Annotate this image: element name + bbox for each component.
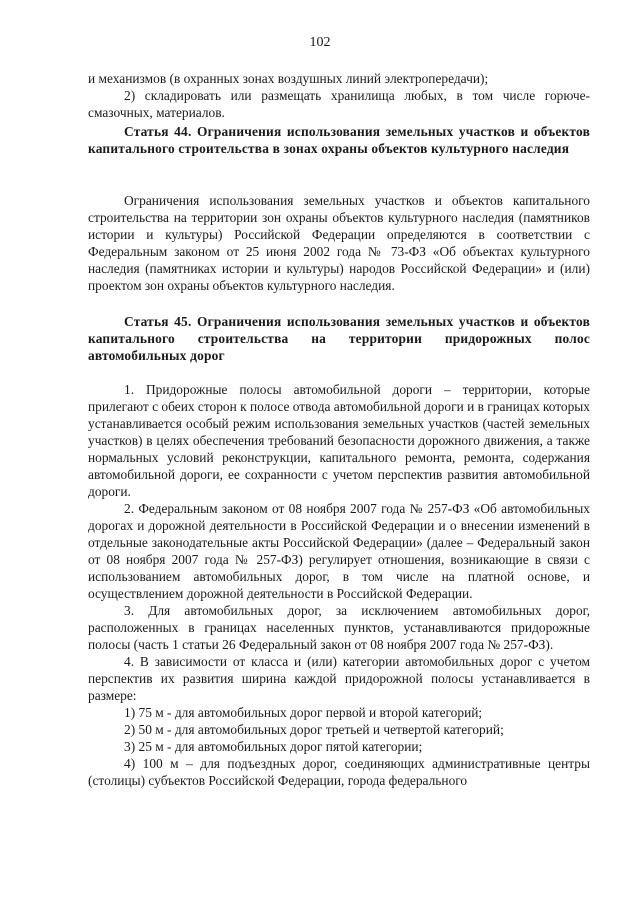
- article-45-paragraph-4: 4. В зависимости от класса и (или) категории автомобильных дорог с учетом перспектив их развития ширина каждой придорожной полосы устанавливается в размере:: [88, 654, 590, 703]
- list-item: 2) 50 м - для автомобильных дорог третьей и четвертой категорий;: [124, 722, 504, 737]
- article-45-paragraph-2: 2. Федеральным законом от 08 ноября 2007 года № 257-ФЗ «Об автомобильных дорогах и дорожной деятельности в Российской Федерации и о внесении изменений в отдельные законодательные акты Российской Федерации» (далее – Федеральный закон от 08 ноября 2007 года № 257-ФЗ) регулирует отношения, возникающие в связи с использованием автомобильных дорог, в том числе на платной основе, и осуществлением дорожной деятельности в Российской Федерации.: [88, 501, 590, 601]
- page-number: 102: [309, 35, 331, 50]
- intro-block: [88, 70, 590, 121]
- list-item: 3) 25 м - для автомобильных дорог пятой категории;: [124, 739, 423, 754]
- list-item: 1) 75 м - для автомобильных дорог первой и второй категорий;: [124, 705, 483, 720]
- article-45-paragraph-1: 1. Придорожные полосы автомобильной дороги – территории, которые прилегают с обеих сторон к полосе отвода автомобильной дороги и в границах которых устанавливается особый режим использования земельных участков (частей земельных участков) в целях обеспечения требований безопасности дорожного движения, а также нормальных условий реконструкции, капитального ремонта, ремонта, содержания автомобильной дороги, ее сохранности с учетом перспектив развития автомобильной дороги.: [88, 382, 590, 499]
- article-44-heading: Статья 44. Ограничения использования земельных участков и объектов капитального строительства в зонах охраны объектов культурного наследия: [88, 124, 590, 156]
- intro-item-2: 2) складировать или размещать хранилища любых, в том числе горюче-смазочных, материалов.: [88, 88, 590, 120]
- article-44-text: Ограничения использования земельных участков и объектов капитального строительства на территории зон охраны объектов культурного наследия (памятников истории и культуры) Российской Федерации определяются в соответствии с Федеральным законом от 25 июня 2002 года № 73-ФЗ «Об объектах культурного наследия (памятниках истории и культуры) народов Российской Федерации» и (или) проектом зон охраны объектов культурного наследия.: [88, 193, 590, 293]
- article-45-body: [88, 381, 590, 789]
- article-45-paragraph-3: 3. Для автомобильных дорог, за исключением автомобильных дорог, расположенных в границах населенных пунктов, устанавливаются придорожные полосы (часть 1 статьи 26 Федеральный закон от 08 ноября 2007 года № 257-ФЗ).: [88, 603, 590, 652]
- intro-line: и механизмов (в охранных зонах воздушных линий электропередачи);: [88, 71, 489, 86]
- list-item: 4) 100 м – для подъездных дорог, соединяющих административные центры (столицы) субъектов Российской Федерации, города федерального: [88, 756, 590, 788]
- article-45-heading: Статья 45. Ограничения использования земельных участков и объектов капитального строительства на территории придорожных полос автомобильных дорог: [88, 314, 590, 363]
